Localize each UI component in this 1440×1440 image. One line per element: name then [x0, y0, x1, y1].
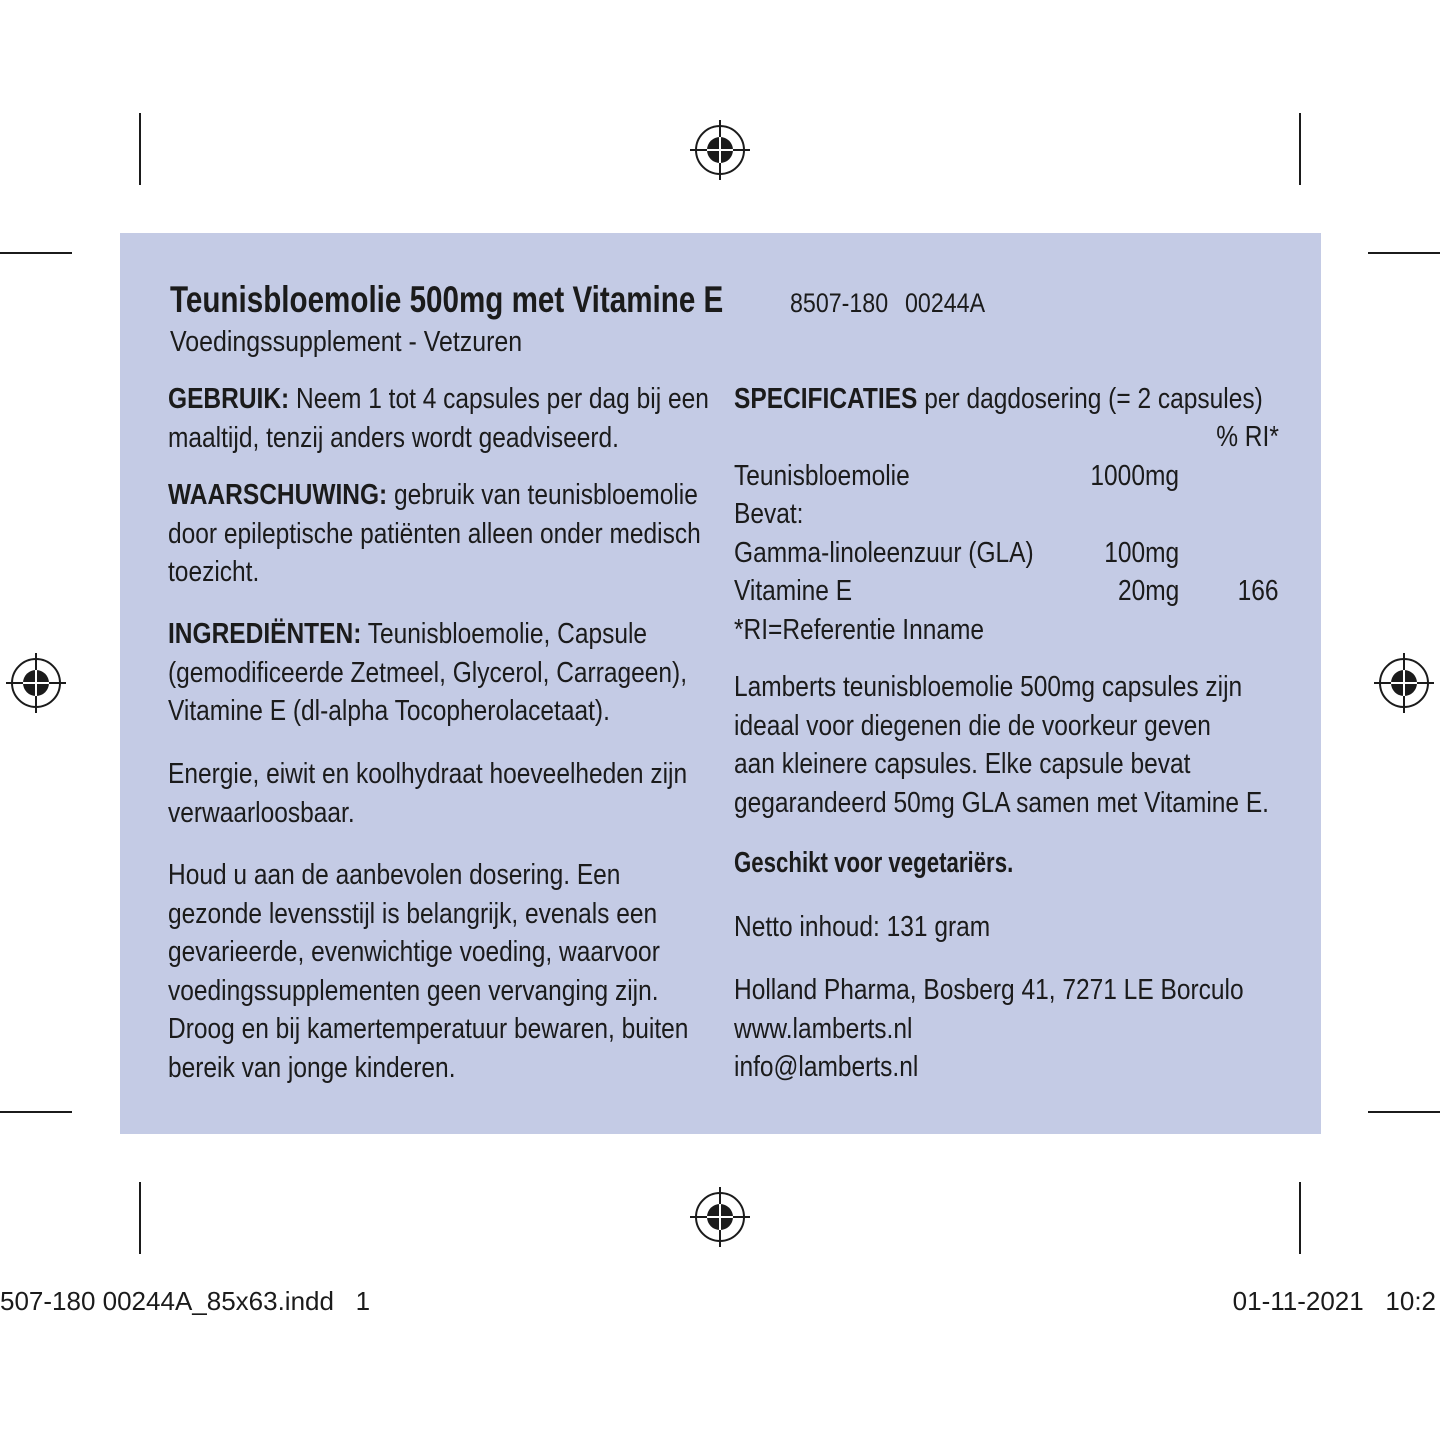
- warning-heading: WAARSCHUWING:: [168, 479, 388, 511]
- usage-heading: GEBRUIK:: [168, 383, 290, 415]
- registration-mark-bottom-icon: [690, 1187, 750, 1247]
- net-content: Netto inhoud: 131 gram: [734, 911, 991, 943]
- energy-note: Energie, eiwit en koolhydraat hoeveelheden zijn verwaarloosbaar.: [168, 758, 688, 829]
- crop-mark-right-top: [1368, 252, 1440, 254]
- product-code: 8507-180: [790, 288, 889, 318]
- spec-row: Teunisbloemolie 1000mg: [734, 460, 1179, 492]
- spec-heading: SPECIFICATIES per dagdosering (= 2 capsules): [734, 383, 1263, 415]
- crop-mark-left-bottom: [0, 1111, 72, 1113]
- product-title: Teunisbloemolie 500mg met Vitamine E: [170, 279, 724, 320]
- spec-row: Vitamine E 20mg 166: [734, 575, 1279, 607]
- footer-filename: 507-180 00244A_85x63.indd 1: [0, 1286, 371, 1316]
- crop-mark-top-right: [1299, 113, 1301, 185]
- spec-row: *RI=Referentie Inname: [734, 614, 985, 646]
- registration-mark-right-icon: [1374, 653, 1434, 713]
- label-panel: [120, 233, 1321, 1134]
- vegetarian-note: Geschikt voor vegetariërs.: [734, 847, 1014, 879]
- spec-row: Gamma-linoleenzuur (GLA) 100mg: [734, 537, 1179, 569]
- usage-section: GEBRUIK: Neem 1 tot 4 capsules per dag bij een maaltijd, tenzij anders wordt geadviseerd.: [168, 383, 709, 454]
- crop-mark-top-left: [139, 113, 141, 185]
- warning-section: WAARSCHUWING: gebruik van teunisbloemolie door epileptische patiënten alleen onder medisch toezicht.: [168, 479, 701, 588]
- spec-row: Bevat:: [734, 498, 804, 530]
- spec-ri-header: % RI*: [1216, 421, 1279, 453]
- crop-mark-bottom-right: [1299, 1182, 1301, 1254]
- product-subtitle: Voedingssupplement - Vetzuren: [170, 326, 523, 358]
- registration-mark-left-icon: [6, 653, 66, 713]
- ingredients-section: INGREDIËNTEN: Teunisbloemolie, Capsule (gemodificeerde Zetmeel, Glycerol, Carrageen), Vitamine E (dl-alpha Tocopherolacetaat).: [168, 618, 688, 727]
- manufacturer-address: Holland Pharma, Bosberg 41, 7271 LE Borculo www.lamberts.nl info@lamberts.nl: [734, 974, 1244, 1083]
- ingredients-heading: INGREDIËNTEN:: [168, 618, 362, 650]
- product-description: Lamberts teunisbloemolie 500mg capsules zijn ideaal voor diegenen die de voorkeur geven aan kleinere capsules. Elke capsule bevat gegarandeerd 50mg GLA samen met Vitamine E.: [734, 671, 1270, 819]
- advice-section: Houd u aan de aanbevolen dosering. Een gezonde levensstijl is belangrijk, evenals een gevarieerde, evenwichtige voeding, waarvoor voedingssupplementen geen vervanging zijn. Droog en bij kamertemperatuur bewaren, buiten bereik van jonge kinderen.: [168, 859, 689, 1084]
- crop-mark-bottom-left: [139, 1182, 141, 1254]
- crop-mark-right-bottom: [1368, 1111, 1440, 1113]
- footer-date: 01-11-2021 10:2: [1232, 1286, 1436, 1316]
- crop-mark-left-top: [0, 252, 72, 254]
- registration-mark-top-icon: [690, 120, 750, 180]
- product-batch: 00244A: [905, 288, 986, 318]
